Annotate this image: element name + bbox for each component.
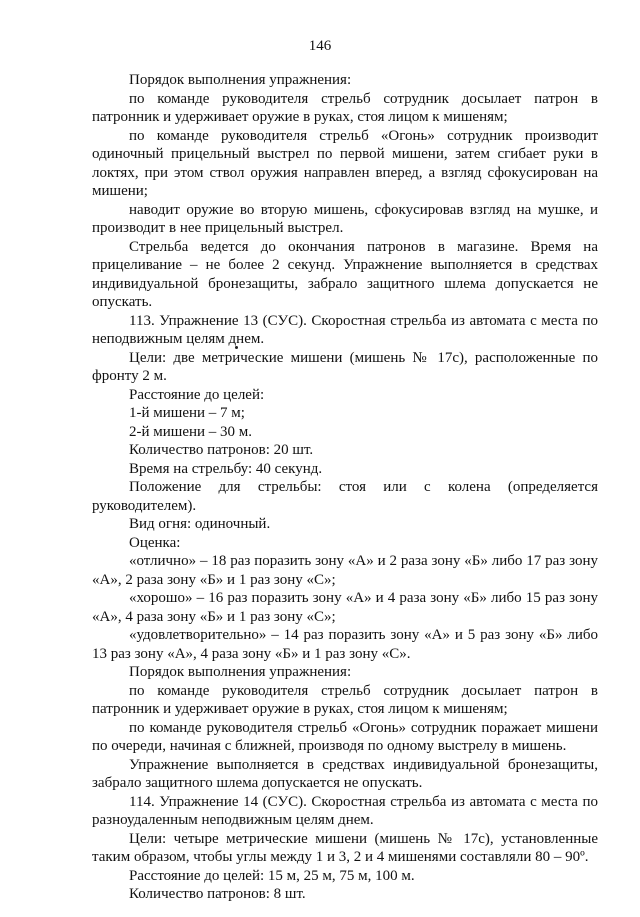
paragraph: «хорошо» – 16 раз поразить зону «А» и 4 раза зону «Б» либо 15 раз зону «А», 4 раза зону «Б» и 1 раз зону «С»; (92, 590, 598, 625)
paragraph: 1-й мишени – 7 м; (129, 405, 245, 421)
paragraph: Оценка: (129, 534, 181, 551)
section-heading-114: 114. Упражнение 14 (СУС). Скоростная стрельба из автомата с места по разноудаленным неподвижным целям днем. (92, 793, 598, 828)
paragraph: Положение для стрельбы: стоя или с колена (определяется руководителем). (92, 479, 598, 514)
paragraph: «удовлетворительно» – 14 раз поразить зону «А» и 5 раз зону «Б» либо 13 раз зону «А», 4 раза зону «Б» и 1 раз зону «С». (92, 627, 598, 662)
paragraph: по команде руководителя стрельб сотрудник досылает патрон в патронник и удерживает оружие в руках, стоя лицом к мишеням; (92, 682, 598, 717)
document-body (92, 71, 598, 904)
section-heading-113: 113. Упражнение 13 (СУС). Скоростная стрельба из автомата с места по неподвижным целям днем. (92, 312, 598, 347)
paragraph: по команде руководителя стрельб «Огонь» сотрудник поражает мишени по очереди, начиная с ближней, производя по одному выстрелу в мишень. (92, 719, 598, 754)
paragraph: Порядок выполнения упражнения: (129, 664, 352, 680)
paragraph: Количество патронов: 8 шт. (129, 886, 306, 902)
paragraph: Количество патронов: 20 шт. (129, 442, 314, 458)
paragraph: по команде руководителя стрельб сотрудник досылает патрон в патронник и удерживает оружие в руках, стоя лицом к мишеням; (92, 90, 598, 125)
paragraph: Вид огня: одиночный. (129, 516, 271, 532)
paragraph: Расстояние до целей: 15 м, 25 м, 75 м, 100 м. (129, 867, 415, 884)
paragraph: Стрельба ведется до окончания патронов в магазине. Время на прицеливание – не более 2 секунд. Упражнение выполняется в средствах индивидуальной бронезащиты, забрало защитного шлема допускается не опускать. (92, 238, 598, 310)
paragraph: по команде руководителя стрельб «Огонь» сотрудник производит одиночный прицельный выстрел по первой мишени, затем сгибает руки в локтях, при этом ствол оружия направлен вперед, а взгляд сфокусирован на мишени; (92, 127, 598, 199)
paragraph: Порядок выполнения упражнения: (129, 72, 352, 88)
paragraph: Упражнение выполняется в средствах индивидуальной бронезащиты, забрало защитного шлема допускается не опускать. (92, 756, 598, 791)
paragraph: Цели: четыре метрические мишени (мишень № 17с), установленные таким образом, чтобы углы между 1 и 3, 2 и 4 мишенями составляли 80 – 90º. (92, 830, 598, 865)
paragraph: наводит оружие во вторую мишень, сфокусировав взгляд на мушке, и производит в нее прицельный выстрел. (92, 201, 598, 236)
paragraph: Расстояние до целей: (129, 386, 265, 403)
page-number: 146 (308, 38, 332, 54)
paragraph: Цели: две метрические мишени (мишень № 17с), расположенные по фронту 2 м. (92, 349, 598, 384)
paragraph: Время на стрельбу: 40 секунд. (129, 460, 323, 477)
paragraph: «отлично» – 18 раз поразить зону «А» и 2 раза зону «Б» либо 17 раз зону «А», 2 раза зону «Б» и 1 раз зону «С»; (92, 553, 598, 588)
paragraph: 2-й мишени – 30 м. (129, 423, 253, 440)
